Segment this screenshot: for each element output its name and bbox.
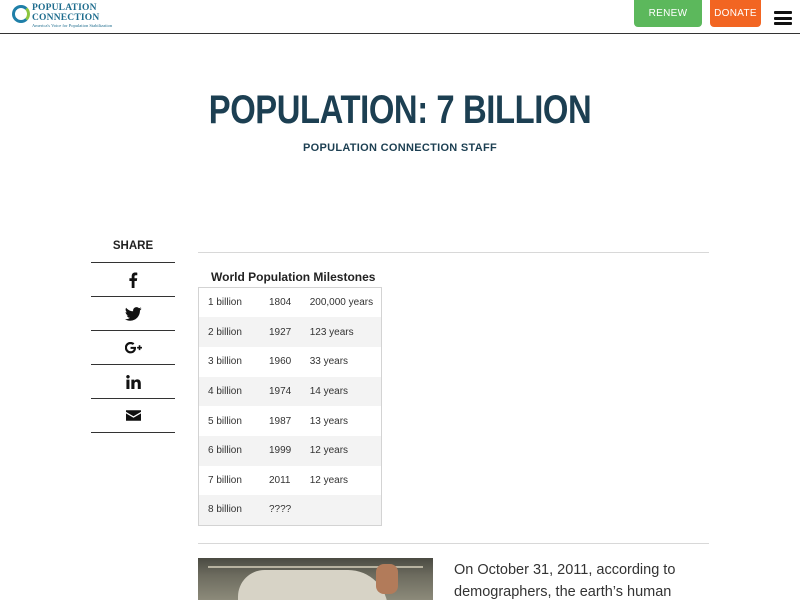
renew-button[interactable]: RENEW [634, 0, 702, 27]
email-icon [126, 410, 141, 421]
share-linkedin-button[interactable] [91, 365, 175, 399]
population-cell: 8 billion [199, 495, 260, 525]
article-byline: POPULATION CONNECTION STAFF [302, 142, 498, 154]
years-elapsed-cell: 12 years [309, 474, 349, 486]
years-elapsed-cell: 200,000 years [309, 297, 374, 309]
share-email-button[interactable] [91, 399, 175, 433]
share-google-plus-button[interactable] [91, 331, 175, 365]
year-cell: 1960 [268, 356, 292, 368]
population-connection-logo[interactable] [12, 3, 113, 32]
share-facebook-button[interactable] [91, 263, 175, 297]
years-elapsed-cell: 123 years [301, 317, 382, 347]
logo-tagline: America's Voice for Population Stabilization [32, 23, 113, 28]
donate-button[interactable]: DONATE [710, 0, 761, 27]
facebook-icon [128, 272, 138, 288]
table-row [199, 317, 382, 347]
share-twitter-button[interactable] [91, 297, 175, 331]
table-row [199, 406, 382, 436]
milestones-table [198, 287, 382, 526]
table-row [199, 377, 382, 407]
share-label: SHARE [91, 236, 175, 263]
year-cell: 1974 [260, 377, 301, 407]
article-lead-paragraph: On October 31, 2011, according to demographers, the earth’s human [454, 562, 676, 600]
population-cell: 6 billion [199, 436, 260, 466]
logo-ring-icon [12, 5, 30, 23]
logo-text [32, 4, 112, 29]
population-cell: 4 billion [199, 377, 260, 407]
table-row [199, 495, 382, 525]
year-cell: 1804 [268, 297, 292, 309]
population-cell: 5 billion [208, 415, 242, 427]
table-row [199, 466, 382, 496]
article-photo [198, 558, 433, 600]
divider [198, 543, 709, 544]
years-elapsed-cell [301, 495, 382, 525]
logo-line1: POPULATION [32, 3, 97, 13]
year-cell: 2011 [268, 474, 291, 486]
logo-line2: CONNECTION [32, 12, 100, 23]
year-cell: 1927 [260, 317, 301, 347]
page-title: POPULATION: 7 BILLION [208, 88, 592, 132]
population-cell: 1 billion [208, 297, 242, 309]
population-cell: 3 billion [208, 356, 242, 368]
hamburger-menu-icon[interactable] [774, 11, 792, 25]
google-plus-icon [125, 342, 142, 354]
years-elapsed-cell: 33 years [309, 356, 349, 368]
years-elapsed-cell: 14 years [301, 377, 382, 407]
table-caption: World Population Milestones [211, 270, 376, 284]
table-row [199, 347, 382, 377]
year-cell: ???? [260, 495, 301, 525]
years-elapsed-cell: 13 years [309, 415, 349, 427]
population-cell: 7 billion [208, 474, 242, 486]
population-cell: 2 billion [199, 317, 260, 347]
years-elapsed-cell: 12 years [301, 436, 382, 466]
year-cell: 1987 [268, 415, 292, 427]
table-row [199, 436, 382, 466]
twitter-icon [125, 307, 142, 321]
site-header [0, 0, 800, 34]
divider [198, 252, 709, 253]
year-cell: 1999 [260, 436, 301, 466]
share-sidebar [91, 236, 175, 433]
table-row [199, 288, 382, 318]
linkedin-icon [126, 375, 141, 389]
